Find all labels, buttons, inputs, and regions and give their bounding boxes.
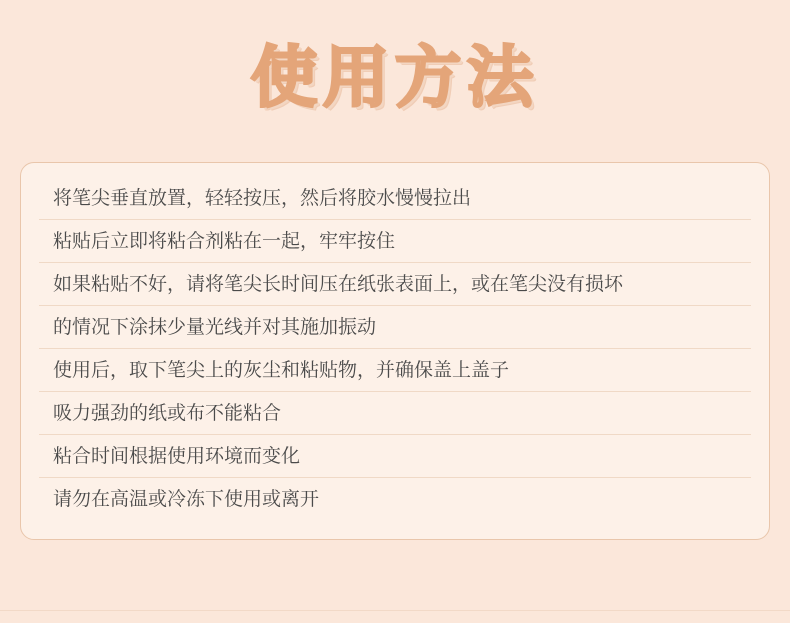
- list-item: 粘贴后立即将粘合剂粘在一起，牢牢按住: [39, 220, 751, 263]
- list-item: 吸力强劲的纸或布不能粘合: [39, 392, 751, 435]
- list-item: 请勿在高温或冷冻下使用或离开: [53, 488, 320, 510]
- list-item: 如果粘贴不好，请将笔尖长时间压在纸张表面上，或在笔尖没有损坏: [39, 263, 751, 306]
- bottom-divider: [0, 610, 790, 611]
- list-item: 将笔尖垂直放置，轻轻按压，然后将胶水慢慢拉出: [39, 177, 751, 220]
- page-title: 使用方法: [251, 39, 539, 116]
- list-item: 使用后，取下笔尖上的灰尘和粘贴物，并确保盖上盖子: [39, 349, 751, 392]
- instructions-card: [20, 162, 770, 540]
- page-title-container: [0, 39, 790, 116]
- list-item: 的情况下涂抹少量光线并对其施加振动: [39, 306, 751, 349]
- list-item: 粘合时间根据使用环境而变化: [39, 435, 751, 478]
- instructions-list: [21, 177, 769, 520]
